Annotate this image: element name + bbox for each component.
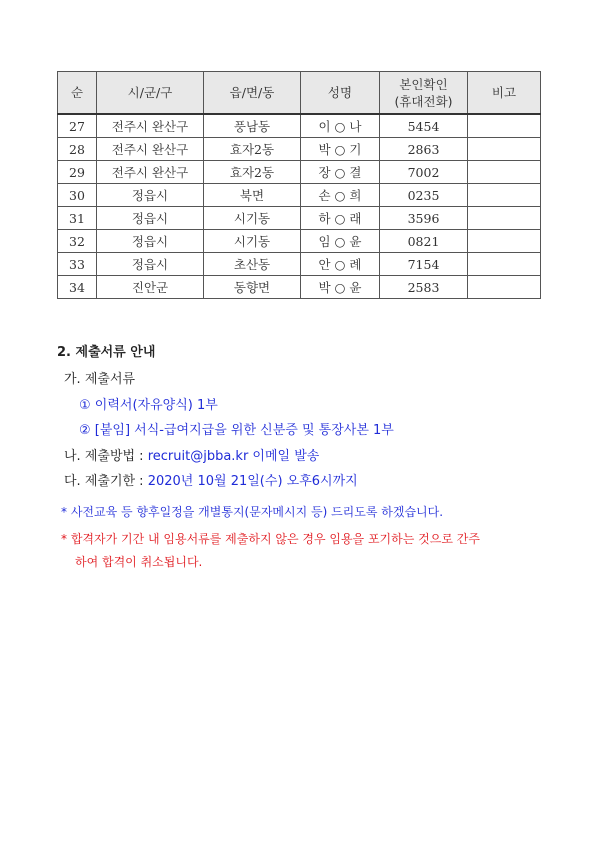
- table-cell: 7154: [380, 253, 468, 276]
- note-cancellation-line2: 하여 합격이 취소됩니다.: [75, 555, 203, 569]
- submission-deadline-label: 다. 제출기한 :: [64, 474, 148, 489]
- table-cell: [468, 184, 541, 207]
- table-cell: 정읍시: [97, 184, 204, 207]
- table-cell: 동향면: [204, 276, 301, 299]
- table-cell: 전주시 완산구: [97, 114, 204, 138]
- submission-method-label: 나. 제출방법 :: [64, 449, 148, 464]
- table-row: [58, 276, 541, 299]
- table-cell: [468, 253, 541, 276]
- table-cell: 시기동: [204, 230, 301, 253]
- applicant-table: [57, 71, 541, 299]
- table-cell: 시기동: [204, 207, 301, 230]
- table-cell: 2583: [380, 276, 468, 299]
- table-cell: 정읍시: [97, 253, 204, 276]
- header-cell: 비고: [468, 72, 541, 115]
- table-cell: [468, 230, 541, 253]
- section-a-label: 가. 제출서류: [64, 372, 136, 387]
- table-cell: 34: [58, 276, 97, 299]
- header-cell: 읍/면/동: [204, 72, 301, 115]
- table-cell: 0821: [380, 230, 468, 253]
- table-cell: 2863: [380, 138, 468, 161]
- table-cell: 28: [58, 138, 97, 161]
- table-cell: 정읍시: [97, 207, 204, 230]
- table-body: [58, 114, 541, 299]
- table-row: [58, 161, 541, 184]
- table-cell: 3596: [380, 207, 468, 230]
- note-schedule: * 사전교육 등 향후일정을 개별통지(문자메시지 등) 드리도록 하겠습니다.: [61, 505, 444, 519]
- table-cell: 33: [58, 253, 97, 276]
- table-cell: [468, 138, 541, 161]
- table-cell: 5454: [380, 114, 468, 138]
- table-cell: 이 ○ 나: [301, 114, 380, 138]
- table-cell: 박 ○ 윤: [301, 276, 380, 299]
- table-cell: [468, 114, 541, 138]
- table-cell: 7002: [380, 161, 468, 184]
- table-cell: 27: [58, 114, 97, 138]
- table-cell: [468, 161, 541, 184]
- table-cell: 전주시 완산구: [97, 138, 204, 161]
- submission-method-value: recruit@jbba.kr 이메일 발송: [147, 449, 320, 464]
- table-cell: 진안군: [97, 276, 204, 299]
- table-cell: [468, 207, 541, 230]
- table-header-row: [58, 72, 541, 115]
- table-cell: 풍남동: [204, 114, 301, 138]
- table-cell: 30: [58, 184, 97, 207]
- table-cell: 정읍시: [97, 230, 204, 253]
- table-row: [58, 184, 541, 207]
- table-cell: 안 ○ 례: [301, 253, 380, 276]
- submission-deadline: [64, 470, 358, 489]
- table-cell: 32: [58, 230, 97, 253]
- table-cell: 초산동: [204, 253, 301, 276]
- table-row: [58, 253, 541, 276]
- table-row: [58, 114, 541, 138]
- document-item-1: ① 이력서(자유양식) 1부: [79, 398, 218, 413]
- header-cell: 본인확인 (휴대전화): [380, 72, 468, 115]
- table-row: [58, 138, 541, 161]
- header-cell: 성명: [301, 72, 380, 115]
- table-cell: 임 ○ 윤: [301, 230, 380, 253]
- table-cell: 박 ○ 기: [301, 138, 380, 161]
- table-cell: 손 ○ 희: [301, 184, 380, 207]
- document-item-2: ② [붙임] 서식-급여지급을 위한 신분증 및 통장사본 1부: [79, 423, 394, 438]
- table-cell: 0235: [380, 184, 468, 207]
- submission-method: [64, 445, 319, 464]
- table-cell: 하 ○ 래: [301, 207, 380, 230]
- table-row: [58, 207, 541, 230]
- submission-deadline-value: 2020년 10월 21일(수) 오후6시까지: [147, 474, 358, 489]
- table-cell: 장 ○ 결: [301, 161, 380, 184]
- table-cell: 효자2동: [204, 161, 301, 184]
- note-cancellation-line1: * 합격자가 기간 내 임용서류를 제출하지 않은 경우 임용을 포기하는 것으로 간주: [61, 532, 480, 546]
- table-cell: 29: [58, 161, 97, 184]
- table-cell: [468, 276, 541, 299]
- section-title: 2. 제출서류 안내: [57, 345, 156, 360]
- table-row: [58, 230, 541, 253]
- table-cell: 전주시 완산구: [97, 161, 204, 184]
- table-cell: 효자2동: [204, 138, 301, 161]
- header-cell: 순: [58, 72, 97, 115]
- header-cell: 시/군/구: [97, 72, 204, 115]
- table-cell: 31: [58, 207, 97, 230]
- table-cell: 북면: [204, 184, 301, 207]
